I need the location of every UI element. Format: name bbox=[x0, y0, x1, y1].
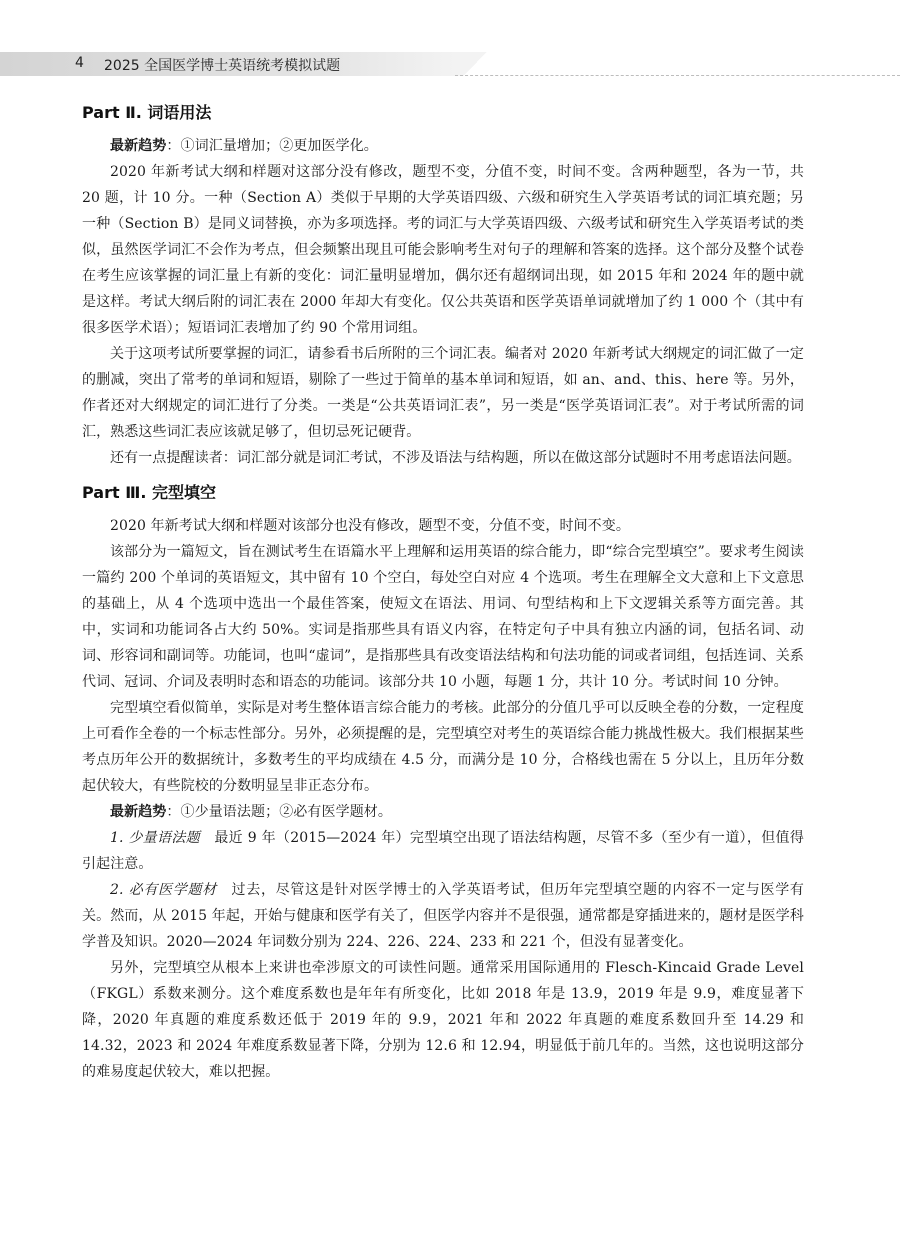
item-1-label: 1. 少量语法题 bbox=[110, 830, 201, 846]
part2-paragraph: 还有一点提醒读者：词汇部分就是词汇考试，不涉及语法与结构题，所以在做这部分试题时不用考虑语法问题。 bbox=[110, 450, 801, 466]
item-2-text: 过去，尽管这是针对医学博士的入学英语考试，但历年完型填空题的内容不一定与医学有关。然而，从 2015 年起，开始与健康和医学有关了，但医学内容并不是很强，通常都是穿插进来的，题材是医学科学普及知识。2020—2024 年词数分别为 224、226、224、233 和 221 个，但没有显著变化。 bbox=[82, 882, 804, 950]
item-1-text: 最近 9 年（2015—2024 年）完型填空出现了语法结构题，尽管不多（至少有一道），但值得引起注意。 bbox=[82, 830, 804, 872]
part3-item-1 bbox=[82, 825, 804, 877]
part2-trend-label: 最新趋势 bbox=[110, 138, 167, 154]
page-header bbox=[0, 52, 900, 78]
book-title: 2025 全国医学博士英语统考模拟试题 bbox=[104, 58, 341, 74]
part3-trend bbox=[82, 799, 804, 825]
part3-trend-label: 最新趋势 bbox=[110, 804, 167, 820]
part2-trend-text: ：①词汇量增加；②更加医学化。 bbox=[166, 138, 378, 154]
page-body bbox=[82, 101, 804, 1085]
part3-last-paragraph: 另外，完型填空从根本上来讲也牵涉原文的可读性问题。通常采用国际通用的 Flesch-Kincaid Grade Level（FKGL）系数来测分。这个难度系数也是年年有所变化，比如 2018 年是 13.9，2019 年是 9.9，难度显著下降，2020 年真题的难度系数还低于 2019 年的 9.9，2021 年和 2022 年真题的难度系数回升至 14.29 和 14.32，2023 和 2024 年难度系数显著下降，分别为 12.6 和 12.94，明显低于前几年的。当然，这也说明这部分的难易度起伏较大，难以把握。 bbox=[82, 960, 804, 1080]
part3-paragraph: 该部分为一篇短文，旨在测试考生在语篇水平上理解和运用英语的综合能力，即“综合完型填空”。要求考生阅读一篇约 200 个单词的英语短文，其中留有 10 个空白，每处空白对应 4 个选项。考生在理解全文大意和上下文意思的基础上，从 4 个选项中选出一个最佳答案，使短文在语法、用词、句型结构和上下文逻辑关系等方面完善。其中，实词和功能词各占大约 50%。实词是指那些具有语义内容，在特定句子中具有独立内涵的词，包括名词、动词、形容词和副词等。功能词，也叫“虚词”，是指那些具有改变语法结构和句法功能的词或者词组，包括连词、关系代词、冠词、介词及表明时态和语态的功能词。该部分共 10 小题，每题 1 分，共计 10 分。考试时间 10 分钟。 bbox=[82, 544, 804, 690]
part3-item-2 bbox=[82, 877, 804, 955]
part3-paragraph: 完型填空看似简单，实际是对考生整体语言综合能力的考核。此部分的分值几乎可以反映全卷的分数，一定程度上可看作全卷的一个标志性部分。另外，必须提醒的是，完型填空对考生的英语综合能力挑战性极大。我们根据某些考点历年公开的数据统计，多数考生的平均成绩在 4.5 分，而满分是 10 分，合格线也需在 5 分以上，且历年分数起伏较大，有些院校的分数明显呈非正态分布。 bbox=[82, 700, 804, 794]
page-number: 4 bbox=[75, 55, 84, 71]
part3-trend-text: ：①少量语法题；②必有医学题材。 bbox=[166, 804, 393, 820]
part2-paragraph: 2020 年新考试大纲和样题对这部分没有修改，题型不变，分值不变，时间不变。含两种题型，各为一节，共 20 题，计 10 分。一种（Section A）类似于早期的大学英语四级、六级和研究生入学英语考试的词汇填充题；另一种（Section B）是同义词替换，亦为多项选择。考的词汇与大学英语四级、六级考试和研究生入学英语考试的类似，虽然医学词汇不会作为考点，但会频繁出现且可能会影响考生对句子的理解和答案的选择。这个部分及整个试卷在考生应该掌握的词汇量上有新的变化：词汇量明显增加，偶尔还有超纲词出现，如 2015 年和 2024 年的题中就是这样。考试大纲后附的词汇表在 2000 年却大有变化。仅公共英语和医学英语单词就增加了约 1 000 个（其中有很多医学术语）；短语词汇表增加了约 90 个常用词组。 bbox=[82, 164, 804, 336]
part3-title: Part Ⅲ. 完型填空 bbox=[82, 483, 216, 502]
header-dashed-rule bbox=[455, 75, 900, 76]
part3-paragraph: 2020 年新考试大纲和样题对该部分也没有修改，题型不变，分值不变，时间不变。 bbox=[110, 518, 630, 534]
part2-paragraph: 关于这项考试所要掌握的词汇，请参看书后所附的三个词汇表。编者对 2020 年新考试大纲规定的词汇做了一定的删减，突出了常考的单词和短语，剔除了一些过于简单的基本单词和短语，如 an、and、this、here 等。另外，作者还对大纲规定的词汇进行了分类。一类是“公共英语词汇表”，另一类是“医学英语词汇表”。对于考试所需的词汇，熟悉这些词汇表应该就足够了，但切忌死记硬背。 bbox=[82, 346, 804, 440]
part2-title: Part Ⅱ. 词语用法 bbox=[82, 103, 212, 122]
item-2-label: 2. 必有医学题材 bbox=[110, 882, 217, 898]
part2-trend bbox=[82, 133, 804, 159]
